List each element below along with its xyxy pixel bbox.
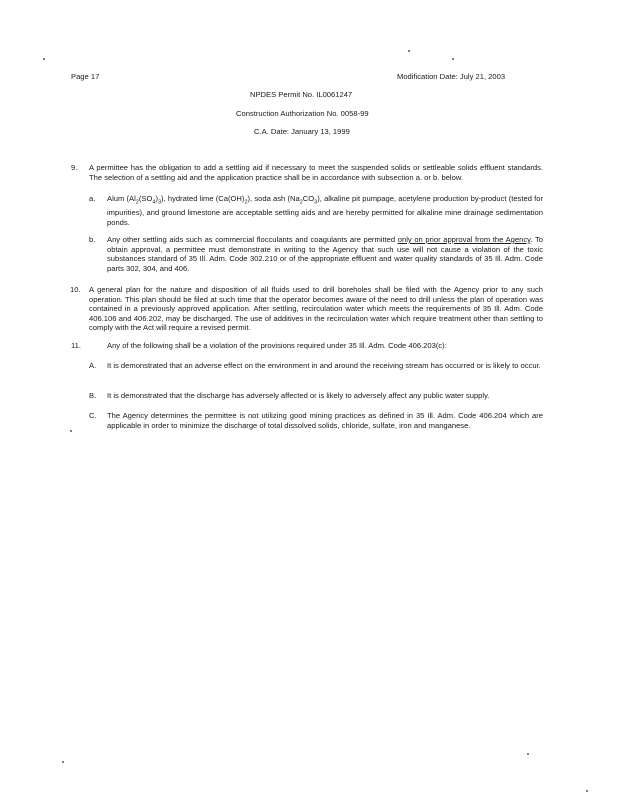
construction-authorization: Construction Authorization No. 0058-99 [236,109,369,118]
scan-speck [527,753,529,755]
scan-speck [408,50,410,52]
section-9b-text-part1: Any other settling aids such as commercial flocculants and coagulants are permitted [107,235,398,244]
section-11b-text: It is demonstrated that the discharge has adversely affected or is likely to adversely affect any public water supply. [107,391,490,400]
section-11c-text: The Agency determines the permittee is not utilizing good mining practices as defined in 35 Ill. Adm. Code 406.204 which are applicable in order to minimize the discharge of total dissolved solids, chloride, sulfate, iron and manganese. [107,411,543,430]
section-9a-text: Alum $(Al_2(SO_4)_3)$, hydrated lime $(Ca(OH)_2)$, soda ash $(Na_2CO_3)$, alkaline pit pumpage, acetylene production by-product (tested for impurities), and ground limestone are acceptable settling aids and are hereby permitted for alkaline mine drainage sedimentation ponds. [107,194,543,227]
section-9-text: A permittee has the obligation to add a settling aid if necessary to meet the suspended solids or settleable solids effluent standards. The selection of a settling aid and the application practice shall be in accordance with subsection a. or b. below. [89,163,543,182]
section-10-text: A general plan for the nature and disposition of all fluids used to drill boreholes shall be filed with the Agency prior to any such operation. This plan should be filed at such time that the operator becomes aware of the need to drill unless the plan of operation was contained in a previously approved application. After settling, recirculation water which meets the requirements of 35 Ill. Adm. Code 406.106 and 406.202, may be discharged. The use of additives in the recirculation water which require treatment other than settling to comply with the Act will require a revised permit. [89,285,543,333]
section-10-number: 10. [70,285,81,294]
section-9b-label: b. [89,235,96,244]
scan-speck [62,761,64,763]
scan-speck [70,430,72,432]
scan-speck [452,58,454,60]
section-11-number: 11. [71,341,81,350]
page-label: Page 17 [71,72,100,81]
section-11b-label: B. [89,391,97,400]
scan-speck [586,790,588,792]
section-9b-text [107,235,543,273]
section-11a-text: It is demonstrated that an adverse effect on the environment in and around the receiving stream has occurred or is likely to occur. [107,361,541,370]
prior-approval-underlined: only on prior approval from the Agency [397,235,531,244]
section-11a-label: A. [89,361,97,370]
section-9-number: 9. [71,163,78,172]
section-11c-label: C. [89,411,97,420]
permit-number: NPDES Permit No. IL0061247 [250,90,353,99]
scan-speck [43,58,45,60]
section-9b-text-part2: . To obtain approval, a permittee must demonstrate in writing to the Agency that such use will not cause a violation of the toxic substances standard of 35 Ill. Adm. Code 302.210 or of the appropriate effluent and water quality standards of 35 Ill. Adm. Code parts 302, 304, and 406. [107,235,543,273]
ca-date: C.A. Date: January 13, 1999 [254,127,350,136]
section-9a-label: a. [89,194,96,203]
section-11-intro: Any of the following shall be a violation of the provisions required under 35 Ill. Adm. Code 406.203(c): [107,341,447,350]
modification-date: Modification Date: July 21, 2003 [397,72,506,81]
